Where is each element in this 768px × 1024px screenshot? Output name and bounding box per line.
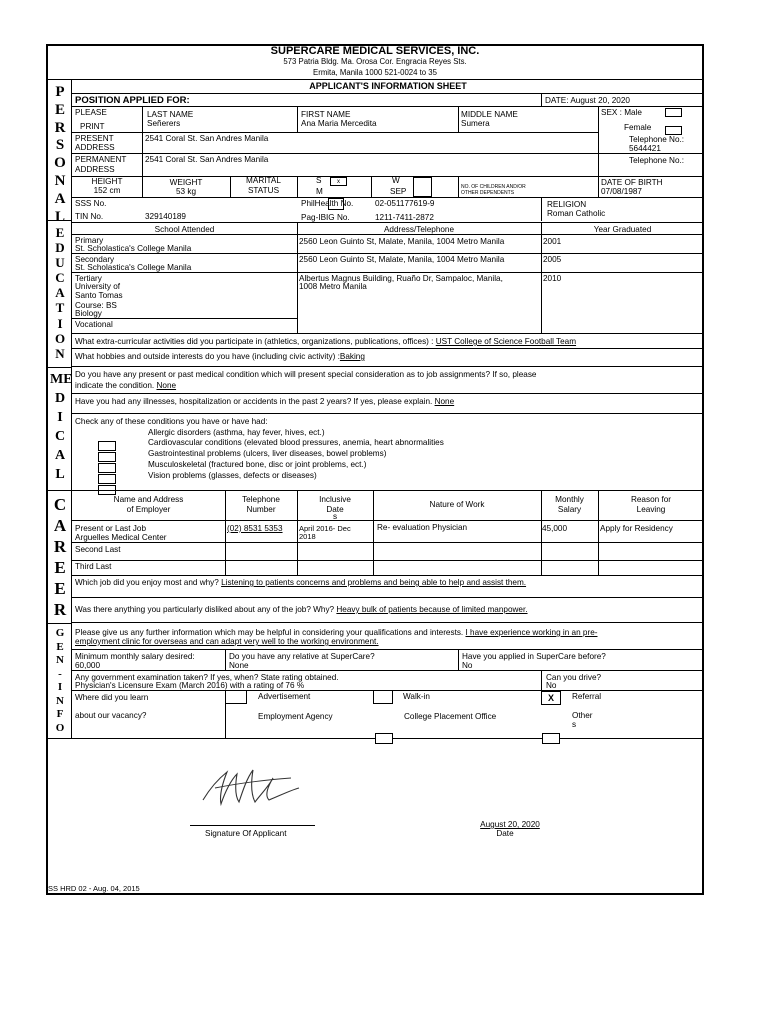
further-info-answer[interactable]: I have experience working in an pre-	[465, 628, 598, 637]
form-code: SS HRD 02 - Aug. 04, 2015	[48, 884, 140, 893]
children-label: NO. OF CHILDREN AND/OR	[461, 184, 526, 190]
sss-label: SSS No.	[75, 199, 107, 208]
divider	[46, 79, 704, 80]
company-address-1: 573 Patria Bldg. Ma. Orosa Cor. Engracia Reyes Sts.	[283, 57, 467, 66]
divider	[458, 106, 459, 132]
primary-label: Primary	[75, 236, 104, 245]
sidebar-career: C A R E E R	[53, 495, 67, 619]
religion-label: RELIGION	[547, 200, 587, 209]
job-1-nature[interactable]: Re- evaluation Physician	[377, 523, 468, 532]
sex-female-label: Female	[624, 123, 652, 132]
form-frame	[46, 44, 704, 895]
divider	[225, 690, 226, 738]
walkin-label: Walk-in	[403, 692, 430, 701]
divider	[72, 153, 704, 154]
agency-label: Employment Agency	[258, 712, 333, 721]
primary-school[interactable]: St. Scholastica's College Manila	[75, 244, 192, 253]
hobbies-answer[interactable]: Baking	[339, 352, 365, 361]
condition-cardiovascular: Cardiovascular conditions (elevated blood pressures, anemia, heart abnormalities	[148, 438, 444, 447]
secondary-label: Secondary	[75, 255, 115, 264]
dates-header: Inclusive	[319, 495, 351, 504]
job-1-dates-2[interactable]: 2018	[299, 532, 316, 541]
marital-single-label: S	[316, 176, 322, 185]
exam-label: Any government examination taken? If yes, when? State rating obtained.	[75, 673, 339, 682]
divider	[598, 490, 599, 575]
condition-checkbox[interactable]	[98, 463, 116, 473]
company-address-2: Ermita, Manila 1000 521-0024 to 35	[313, 68, 437, 77]
vacancy-source-label: Where did you learn	[75, 693, 149, 702]
tertiary-address-2[interactable]: 1008 Metro Manila	[299, 282, 367, 291]
condition-checkbox[interactable]	[98, 474, 116, 484]
pagibig-label: Pag-IBIG No.	[301, 213, 350, 222]
tertiary-school[interactable]: University of	[75, 282, 121, 291]
medical-answer-2[interactable]: None	[434, 397, 455, 406]
sex-female-checkbox[interactable]	[665, 126, 682, 135]
further-info-question: Please give us any further information which may be helpful in considering your qualifications and interests. I have experience working in an pre-	[75, 628, 598, 637]
dates-header-3: s	[332, 512, 338, 521]
vocational-label: Vocational	[75, 320, 113, 329]
reason-header: Reason for	[630, 495, 672, 504]
secondary-year[interactable]: 2005	[543, 255, 562, 264]
divider	[297, 106, 298, 132]
applied-value[interactable]: No	[462, 661, 473, 670]
first-name-label: FIRST NAME	[301, 110, 351, 119]
extracurricular-question: What extra-curricular activities did you participate in (athletics, organizations, publications, offices) : UST College of Science Football Team	[75, 337, 577, 346]
course-value[interactable]: Biology	[75, 309, 102, 318]
divider	[72, 176, 704, 177]
religion-value[interactable]: Roman Catholic	[547, 209, 606, 218]
signature-line	[190, 825, 315, 826]
status-label: STATUS	[247, 186, 280, 195]
philhealth-value[interactable]: 02-051177619-9	[375, 199, 435, 208]
divider	[297, 222, 298, 333]
divider	[72, 132, 598, 133]
salary-header-2: Salary	[557, 505, 582, 514]
sidebar-gen-info: G E N - I N F O	[55, 627, 65, 734]
conditions-label: Check any of these conditions you have or have had:	[75, 417, 268, 426]
tin-label: TIN No.	[75, 212, 104, 221]
divider	[225, 649, 226, 670]
pagibig-value[interactable]: 1211-7411-2872	[375, 213, 434, 222]
hobbies-question: What hobbies and outside interests do you have (including civic activity) :Baking	[75, 352, 365, 361]
divider	[297, 176, 298, 198]
employer-header: Name and Address	[113, 495, 184, 504]
vacancy-source-label-2: about our vacancy?	[75, 711, 147, 720]
further-info-answer-2[interactable]: employment clinic for overseas and can adapt very well to the working environment.	[75, 637, 379, 646]
dob-value[interactable]: 07/08/1987	[601, 187, 642, 196]
phone-header: Telephone	[242, 495, 280, 504]
sidebar-medical: ME D I C A L	[50, 372, 73, 482]
tertiary-school-2[interactable]: Santo Tomas	[75, 291, 123, 300]
medical-answer-1[interactable]: None	[156, 381, 177, 390]
middle-name-value[interactable]: Sumera	[461, 119, 490, 128]
signature-label: Signature Of Applicant	[205, 829, 287, 838]
address-label: ADDRESS	[75, 143, 115, 152]
dob-label: DATE OF BIRTH	[601, 178, 663, 187]
tertiary-year[interactable]: 2010	[543, 274, 562, 283]
divider	[72, 649, 704, 650]
medical-question-2: Have you had any illnesses, hospitalization or accidents in the past 2 years? If yes, please explain. None	[75, 397, 455, 406]
enjoy-answer[interactable]: Listening to patients concerns and problems and being able to help and assist them.	[221, 578, 527, 587]
other-label: Other	[572, 711, 593, 720]
telephone-value[interactable]: 5644421	[629, 144, 661, 153]
divider	[72, 597, 704, 598]
sex-male-checkbox[interactable]	[665, 108, 682, 117]
signature-date-label: Date	[496, 829, 514, 838]
marital-separated-label: SEP	[390, 187, 407, 196]
divider	[46, 623, 72, 624]
salary-value[interactable]: 60,000	[75, 661, 101, 670]
sidebar-personal: P E R S O N A L	[54, 84, 66, 225]
divider	[72, 575, 704, 576]
phone-header-2: Number	[246, 505, 276, 514]
divider	[46, 490, 72, 491]
job-2-label: Second Last	[75, 545, 121, 554]
divider	[541, 222, 542, 333]
marital-single-checkbox[interactable]: x	[330, 177, 347, 186]
divider	[541, 670, 542, 691]
condition-vision: Vision problems (glasses, defects or diseases)	[148, 471, 317, 480]
divider	[72, 670, 704, 671]
divider	[72, 272, 704, 273]
enjoy-question: Which job did you enjoy most and why? Listening to patients concerns and problems and being able to help and assist them.	[75, 578, 527, 587]
divider	[142, 106, 143, 132]
college-checkbox[interactable]	[542, 733, 560, 744]
drive-value[interactable]: No	[546, 681, 557, 690]
divider	[72, 366, 704, 367]
marital-widow-label: W	[392, 176, 400, 185]
condition-checkbox[interactable]	[98, 441, 116, 451]
sex-male-label: SEX : Male	[601, 108, 642, 117]
marital-label: MARITAL	[246, 176, 281, 185]
tin-value[interactable]: 329140189	[145, 212, 186, 221]
signature-date[interactable]: August 20, 2020	[480, 820, 540, 829]
address-label: ADDRESS	[75, 165, 115, 174]
condition-allergic: Allergic disorders (asthma, hay fever, hives, ect.)	[148, 428, 325, 437]
divider	[541, 93, 542, 106]
salary-label: Minimum monthly salary desired:	[75, 652, 195, 661]
address-header: Address/Telephone	[383, 225, 455, 234]
divider	[373, 490, 374, 575]
divider	[225, 490, 226, 575]
divider	[541, 197, 542, 221]
job-1-phone[interactable]: (02) 8531 5353	[227, 524, 283, 533]
job-1-employer[interactable]: Arguelles Medical Center	[75, 533, 167, 542]
divider	[72, 253, 704, 254]
philhealth-label: PhilHealth No.	[301, 199, 354, 208]
dates-header-2: Date	[326, 505, 344, 514]
divider	[72, 318, 298, 319]
relative-value[interactable]: None	[229, 661, 249, 670]
primary-year[interactable]: 2001	[543, 237, 562, 246]
weight-value[interactable]: 53 kg	[175, 187, 197, 196]
philhealth-box[interactable]	[328, 198, 344, 210]
position-label: POSITION APPLIED FOR:	[75, 95, 190, 106]
children-label-2: OTHER DEPENDENTS	[461, 190, 515, 196]
medical-question-1: Do you have any present or past medical condition which will present special consideration as to job assignments? If so, please	[75, 370, 537, 379]
relative-label: Do you have any relative at SuperCare?	[229, 652, 375, 661]
exam-value[interactable]: Physician's Licensure Exam (March 2016) with a rating of 76 %	[75, 681, 305, 690]
divider	[46, 220, 72, 221]
last-name-value[interactable]: Señerers	[147, 119, 181, 128]
print-label: PRINT	[80, 122, 105, 131]
last-name-label: LAST NAME	[147, 110, 194, 119]
divider	[297, 490, 298, 575]
job-3-label: Third Last	[75, 562, 112, 571]
weight-label: WEIGHT	[169, 178, 203, 187]
condition-gastrointestinal: Gastrointestinal problems (ulcers, liver diseases, bowel problems)	[148, 449, 387, 458]
applied-label: Have you applied in SuperCare before?	[462, 652, 606, 661]
secondary-school[interactable]: St. Scholastica's College Manila	[75, 263, 192, 272]
present-label: PRESENT	[75, 134, 114, 143]
telephone-label: Telephone No.:	[629, 135, 685, 144]
agency-checkbox[interactable]	[375, 733, 393, 744]
tertiary-address[interactable]: Albertus Magnus Building, Ruaño Dr, Sampaloc, Manila,	[299, 274, 503, 283]
divider	[458, 649, 459, 670]
condition-musculoskeletal: Musculoskeletal (fractured bone, disc or joint problems, ect.)	[148, 460, 367, 469]
advertisement-checkbox[interactable]	[225, 690, 247, 704]
divider	[72, 197, 704, 198]
first-name-value[interactable]: Ana Maria Mercedita	[301, 119, 377, 128]
height-label: HEIGHT	[91, 177, 123, 186]
divider	[72, 234, 704, 235]
employer-header-2: of Employer	[126, 505, 171, 514]
referral-label: Referral	[572, 692, 602, 701]
divider	[72, 542, 704, 543]
divider	[72, 622, 704, 623]
present-address-value[interactable]: 2541 Coral St. San Andres Manila	[145, 134, 269, 143]
school-header: School Attended	[154, 225, 215, 234]
divider	[72, 490, 704, 491]
condition-checkbox[interactable]	[98, 452, 116, 462]
divider	[72, 333, 704, 334]
reason-header-2: Leaving	[636, 505, 666, 514]
divider	[72, 106, 704, 107]
height-value[interactable]: 152 cm	[93, 186, 121, 195]
company-name: SUPERCARE MEDICAL SERVICES, INC.	[270, 45, 480, 57]
middle-name-label: MIDDLE NAME	[461, 110, 518, 119]
advertisement-label: Advertisement	[258, 692, 311, 701]
course-label: Course: BS	[75, 301, 117, 310]
walkin-checkbox[interactable]	[373, 690, 393, 704]
date-label: DATE: August 20, 2020	[545, 96, 630, 105]
marital-box[interactable]	[413, 177, 432, 197]
referral-checkbox[interactable]: X	[541, 691, 561, 705]
secondary-address[interactable]: 2560 Leon Guinto St, Malate, Manila, 1004 Metro Manila	[299, 255, 505, 264]
permanent-address-value[interactable]: 2541 Coral St. San Andres Manila	[145, 155, 269, 164]
divider	[72, 413, 704, 414]
divider	[72, 520, 704, 521]
college-label: College Placement Office	[404, 712, 497, 721]
divider	[598, 176, 599, 198]
dislike-question: Was there anything you particularly disliked about any of the job? Why? Heavy bulk of patients because of limited manpower.	[75, 605, 528, 614]
applicant-signature	[195, 760, 305, 812]
dislike-answer[interactable]: Heavy bulk of patients because of limited manpower.	[336, 605, 528, 614]
divider	[458, 176, 459, 198]
nature-header: Nature of Work	[429, 500, 485, 509]
job-1-label: Present or Last Job	[75, 524, 146, 533]
extracurricular-answer[interactable]: UST College of Science Football Team	[435, 337, 577, 346]
other-label-2: s	[572, 720, 577, 729]
sheet-title: APPLICANT'S INFORMATION SHEET	[309, 81, 467, 91]
year-header: Year Graduated	[593, 225, 652, 234]
divider	[72, 93, 704, 94]
primary-address[interactable]: 2560 Leon Guinto St, Malate, Manila, 1004 Metro Manila	[299, 237, 505, 246]
divider	[72, 222, 704, 223]
marital-married-label: M	[316, 187, 323, 196]
divider	[46, 367, 72, 368]
divider	[371, 176, 372, 198]
please-label: PLEASE	[75, 108, 107, 117]
salary-header: Monthly	[555, 495, 584, 504]
tertiary-label: Tertiary	[75, 274, 102, 283]
job-1-salary[interactable]: 45,000	[542, 524, 568, 533]
divider	[72, 560, 704, 561]
divider	[72, 348, 704, 349]
telephone-2-label: Telephone No.:	[629, 156, 685, 165]
divider	[142, 132, 143, 176]
job-1-reason[interactable]: Apply for Residency	[600, 524, 673, 533]
divider	[598, 106, 599, 180]
drive-label: Can you drive?	[546, 673, 602, 682]
sidebar-education: E D U C A T I O N	[54, 225, 66, 361]
divider	[72, 393, 704, 394]
medical-question-1b: indicate the condition. None	[75, 381, 177, 390]
job-1-dates[interactable]: April 2016- Dec	[299, 524, 351, 533]
permanent-label: PERMANENT	[75, 155, 127, 164]
